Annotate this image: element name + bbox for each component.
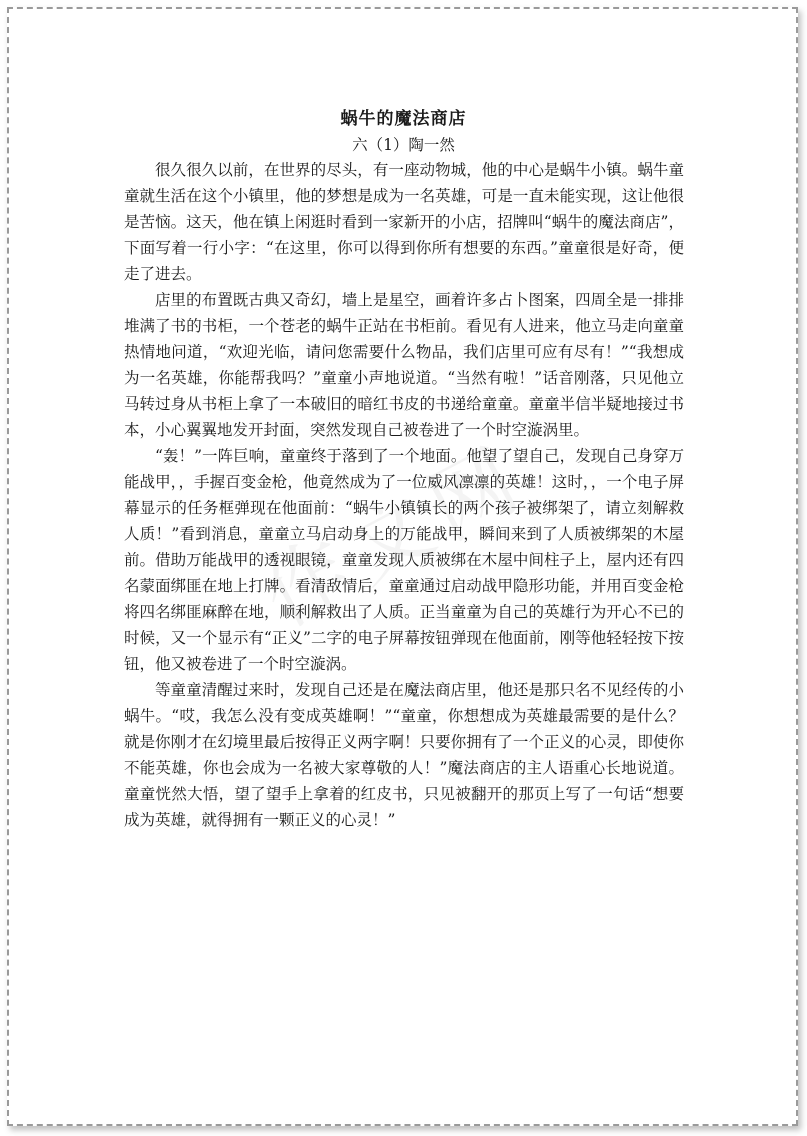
paragraph-2: 店里的布置既古典又奇幻，墙上是星空，画着许多占卜图案，四周全是一排排堆满了书的书柜，一个苍老的蜗牛正站在书柜前。看见有人进来，他立马走向童童热情地问道，“欢迎光临，请问您需要什么物品，我们店里可应有尽有！”“我想成为一名英雄，你能帮我吗？”童童小声地说道。“当然有啦！”话音刚落，只见他立马转过身从书柜上拿了一本破旧的暗红书皮的书递给童童。童童半信半疑地接过书本，小心翼翼地发开封面，突然发现自己被卷进了一个时空漩涡里。 <box>124 291 684 439</box>
paragraph-1: 很久很久以前，在世界的尽头，有一座动物城，他的中心是蜗牛小镇。蜗牛童童就生活在这个小镇里，他的梦想是成为一名英雄，可是一直未能实现，这让他很是苦恼。这天，他在镇上闲逛时看到一家新开的小店，招牌叫“蜗牛的魔法商店”，下面写着一行小字：“在这里，你可以得到你所有想要的东西。”童童很是好奇，便走了进去。 <box>124 161 684 283</box>
essay-body <box>124 157 684 833</box>
paragraph-4: 等童童清醒过来时，发现自己还是在魔法商店里，他还是那只名不见经传的小蜗牛。“哎，我怎么没有变成英雄啊！”“童童，你想想成为英雄最需要的是什么？就是你刚才在幻境里最后按得正义两字啊！只要你拥有了一个正义的心灵，即使你不能英雄，你也会成为一名被大家尊敬的人！”魔法商店的主人语重心长地说道。童童恍然大悟，望了望手上拿着的红皮书，只见被翻开的那页上写了一句话“想要成为英雄，就得拥有一颗正义的心灵！” <box>124 681 684 829</box>
essay-title: 蜗牛的魔法商店 <box>340 109 467 129</box>
paragraph-3: “轰！”一阵巨响，童童终于落到了一个地面。他望了望自己，发现自己身穿万能战甲，，手握百变金枪，他竟然成为了一位威风凛凛的英雄！这时，，一个电子屏幕显示的任务框弹现在他面前：“蜗牛小镇镇长的两个孩子被绑架了，请立刻解救人质！”看到消息，童童立马启动身上的万能战甲，瞬间来到了人质被绑架的木屋前。借助万能战甲的透视眼镜，童童发现人质被绑在木屋中间柱子上，屋内还有四名蒙面绑匪在地上打牌。看清敌情后，童童通过启动战甲隐形功能，并用百变金枪将四名绑匪麻醉在地，顺利解救出了人质。正当童童为自己的英雄行为开心不已的时候，又一个显示有“正义”二字的电子屏幕按钮弹现在他面前，刚等他轻轻按下按钮，他又被卷进了一个时空漩涡。 <box>124 447 684 673</box>
essay-author: 六（1）陶一然 <box>352 136 455 154</box>
